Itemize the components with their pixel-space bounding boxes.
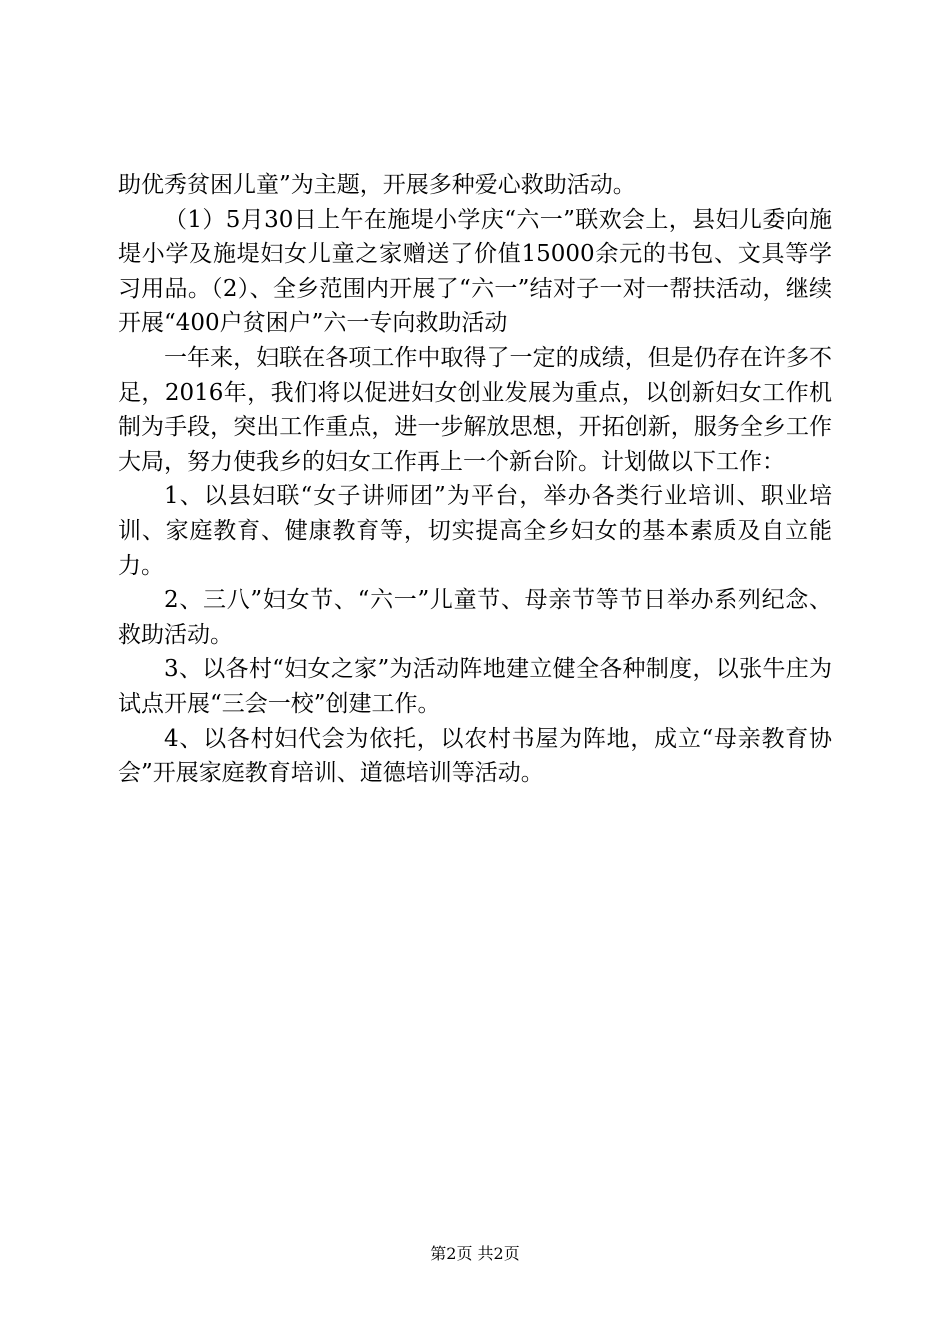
plan-item-1: 1、以县妇联“女子讲师团”为平台，举办各类行业培训、职业培训、家庭教育、健康教育等，切实提高全乡妇女的基本素质及自立能力。 — [118, 483, 832, 579]
plan-item-4: 4、以各村妇代会为依托，以农村书屋为阵地，成立“母亲教育协会”开展家庭教育培训、道德培训等活动。 — [118, 725, 832, 787]
plan-item-2: 2、三八”妇女节、“六一”儿童节、母亲节等节日举办系列纪念、救助活动。 — [118, 587, 832, 648]
paragraph-year-summary: 一年来，妇联在各项工作中取得了一定的成绩，但是仍存在许多不足，2016年，我们将以促进妇女创业发展为重点，以创新妇女工作机制为手段，突出工作重点，进一步解放思想，开拓创新，服务全乡工作大局，努力使我乡的妇女工作再上一个新台阶。计划做以下工作： — [118, 344, 832, 475]
plan-item-3: 3、以各村“妇女之家”为活动阵地建立健全各种制度，以张牛庄为试点开展“三会一校”创建工作。 — [118, 656, 832, 717]
page-footer: 第2页 共2页 — [430, 1244, 520, 1263]
paragraph-continuation: 助优秀贫困儿童”为主题，开展多种爱心救助活动。 — [118, 172, 636, 198]
document-body — [118, 168, 832, 791]
paragraph-children-activities: （1）5月30日上午在施堤小学庆“六一”联欢会上，县妇儿委向施堤小学及施堤妇女儿童之家赠送了价值15000余元的书包、文具等学习用品。（2）、全乡范围内开展了“六一”结对子一对一帮扶活动，继续开展“400户贫困户”六一专向救助活动 — [118, 206, 832, 337]
